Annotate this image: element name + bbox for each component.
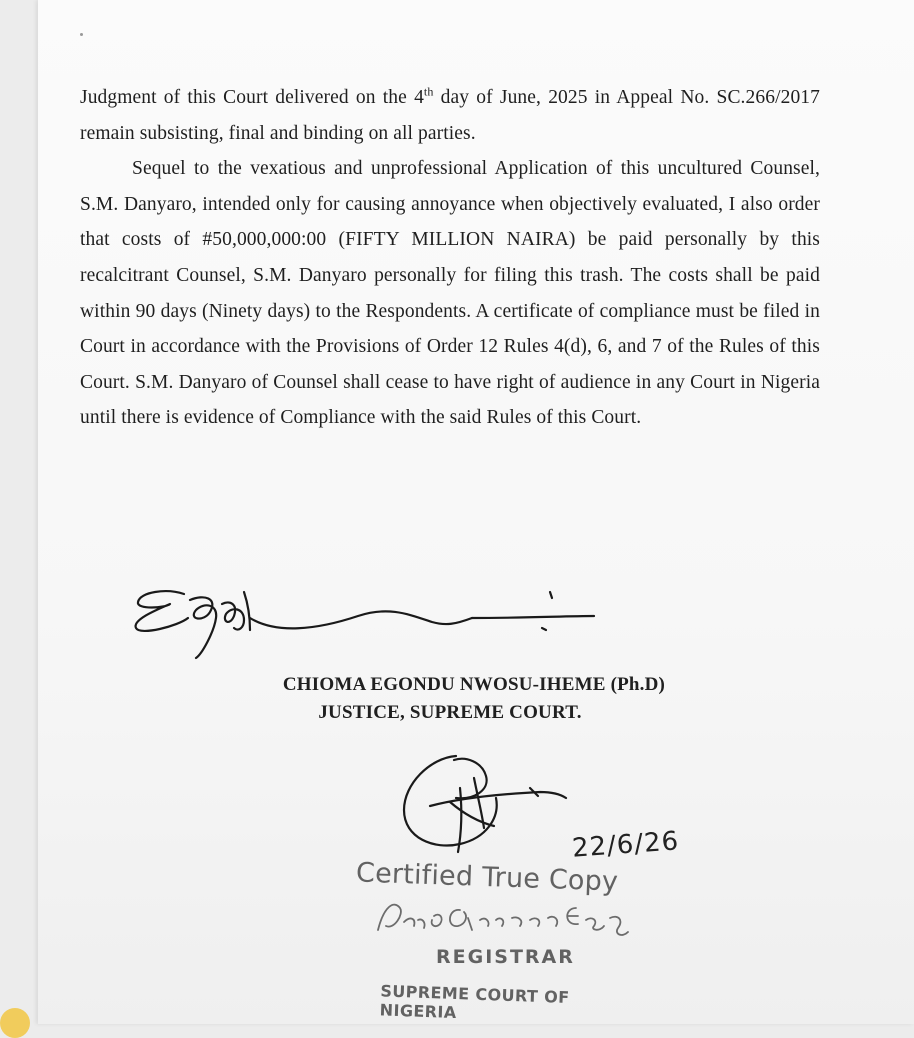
judge-signature <box>126 574 596 664</box>
registrar-signature <box>364 896 634 940</box>
judge-title: JUSTICE, SUPREME COURT. <box>318 702 582 723</box>
scan-speck <box>80 33 83 36</box>
certified-copy-stamp <box>344 857 644 1023</box>
stamp-court-name: SUPREME COURT OF NIGERIA <box>379 981 570 1023</box>
handwritten-date: 22/6/26 <box>571 826 681 864</box>
document-page <box>38 0 914 1024</box>
certifying-signature <box>390 748 570 858</box>
judge-name: CHIOMA EGONDU NWOSU-IHEME (Ph.D) <box>282 674 666 695</box>
app-overlay-icon[interactable] <box>0 1008 30 1038</box>
paragraph-costs-order: Sequel to the vexatious and unprofessional Application of this uncultured Counsel, S.M. Danyaro, intended only for causing annoyance when objectively evaluated, I also order that costs of #50,000,000:00 (FIFTY MILLION NAIRA) be paid personally by this recalcitrant Counsel, S.M. Danyaro personally for filing this trash. The costs shall be paid within 90 days (Ninety days) to the Respondents. A certificate of compliance must be filed in Court in accordance with the Provisions of Order 12 Rules 4(d), 6, and 7 of the Rules of this Court. S.M. Danyaro of Counsel shall cease to have right of audience in any Court in Nigeria until there is evidence of Compliance with the said Rules of this Court. <box>80 158 820 429</box>
ordinal-suffix: th <box>423 84 434 99</box>
paragraph-judgment-binding: Judgment of this Court delivered on the 4th day of June, 2025 in Appeal No. SC.266/2017 remain subsisting, final and binding on all parties. <box>80 84 820 144</box>
judgment-body <box>80 80 820 436</box>
stamp-registrar: REGISTRAR <box>436 946 575 968</box>
stamp-certified-true-copy: Certified True Copy <box>355 857 619 898</box>
